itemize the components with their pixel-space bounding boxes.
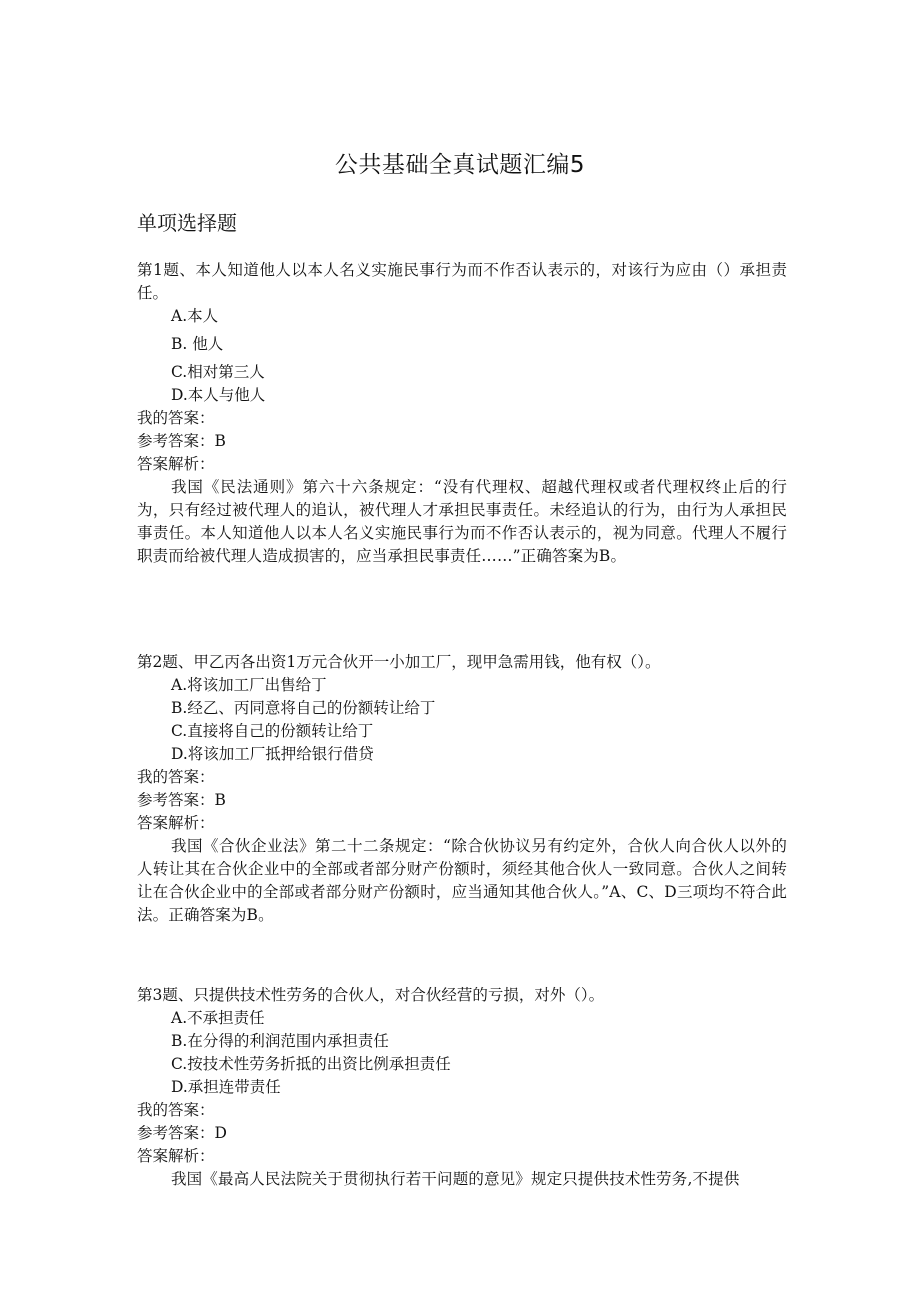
reference-answer: 参考答案：B [137, 432, 226, 450]
my-answer-label: 我的答案： [137, 768, 215, 786]
question-2 [137, 651, 787, 927]
option-a: A.本人 [171, 307, 219, 325]
analysis-label: 答案解析： [137, 1147, 215, 1165]
analysis-text: 我国《最高人民法院关于贯彻执行若干问题的意见》规定只提供技术性劳务,不提供 [171, 1170, 740, 1188]
reference-answer: 参考答案：D [137, 1124, 227, 1142]
option-list [137, 1007, 787, 1099]
analysis-text: 我国《民法通则》第六十六条规定：“没有代理权、超越代理权或者代理权终止后的行为，只有经过被代理人的追认，被代理人才承担民事责任。未经追认的行为，由行为人承担民事责任。本人知道他人以本人名义实施民事行为而不作否认表示的，视为同意。代理人不履行职责而给被代理人造成损害的，应当承担民事责任……”正确答案为B。 [137, 478, 787, 565]
analysis-label: 答案解析： [137, 814, 215, 832]
analysis-text: 我国《合伙企业法》第二十二条规定：“除合伙协议另有约定外，合伙人向合伙人以外的人转让其在合伙企业中的全部或者部分财产份额时，须经其他合伙人一致同意。合伙人之间转让在合伙企业中的全部或者部分财产份额时，应当通知其他合伙人。”A、C、D三项均不符合此法。正确答案为B。 [137, 837, 787, 924]
option-a: A.不承担责任 [171, 1009, 265, 1027]
question-1 [137, 259, 787, 568]
my-answer-label: 我的答案： [137, 409, 215, 427]
option-b: B.经乙、丙同意将自己的份额转让给丁 [171, 699, 436, 717]
option-b: B. 他人 [171, 335, 224, 353]
option-d: D.本人与他人 [171, 386, 266, 404]
question-stem: 第2题、甲乙丙各出资1万元合伙开一小加工厂，现甲急需用钱，他有权（）。 [137, 653, 661, 671]
option-d: D.将该加工厂抵押给银行借贷 [171, 745, 374, 763]
reference-answer: 参考答案：B [137, 791, 226, 809]
option-c: C.相对第三人 [171, 363, 265, 381]
option-list [137, 305, 787, 407]
analysis-label: 答案解析： [137, 455, 215, 473]
section-heading: 单项选择题 [137, 211, 237, 235]
document-title: 公共基础全真试题汇编5 [334, 152, 586, 178]
option-c: C.直接将自己的份额转让给丁 [171, 722, 374, 740]
my-answer-label: 我的答案： [137, 1101, 215, 1119]
option-b: B.在分得的利润范围内承担责任 [171, 1032, 389, 1050]
option-c: C.按技术性劳务折抵的出资比例承担责任 [171, 1055, 451, 1073]
question-stem: 第1题、本人知道他人以本人名义实施民事行为而不作否认表示的，对该行为应由（）承担责任。 [137, 261, 787, 302]
option-d: D.承担连带责任 [171, 1078, 281, 1096]
option-list [137, 674, 787, 766]
question-stem: 第3题、只提供技术性劳务的合伙人，对合伙经营的亏损，对外（）。 [137, 986, 605, 1004]
option-a: A.将该加工厂出售给丁 [171, 676, 327, 694]
question-3 [137, 984, 787, 1191]
